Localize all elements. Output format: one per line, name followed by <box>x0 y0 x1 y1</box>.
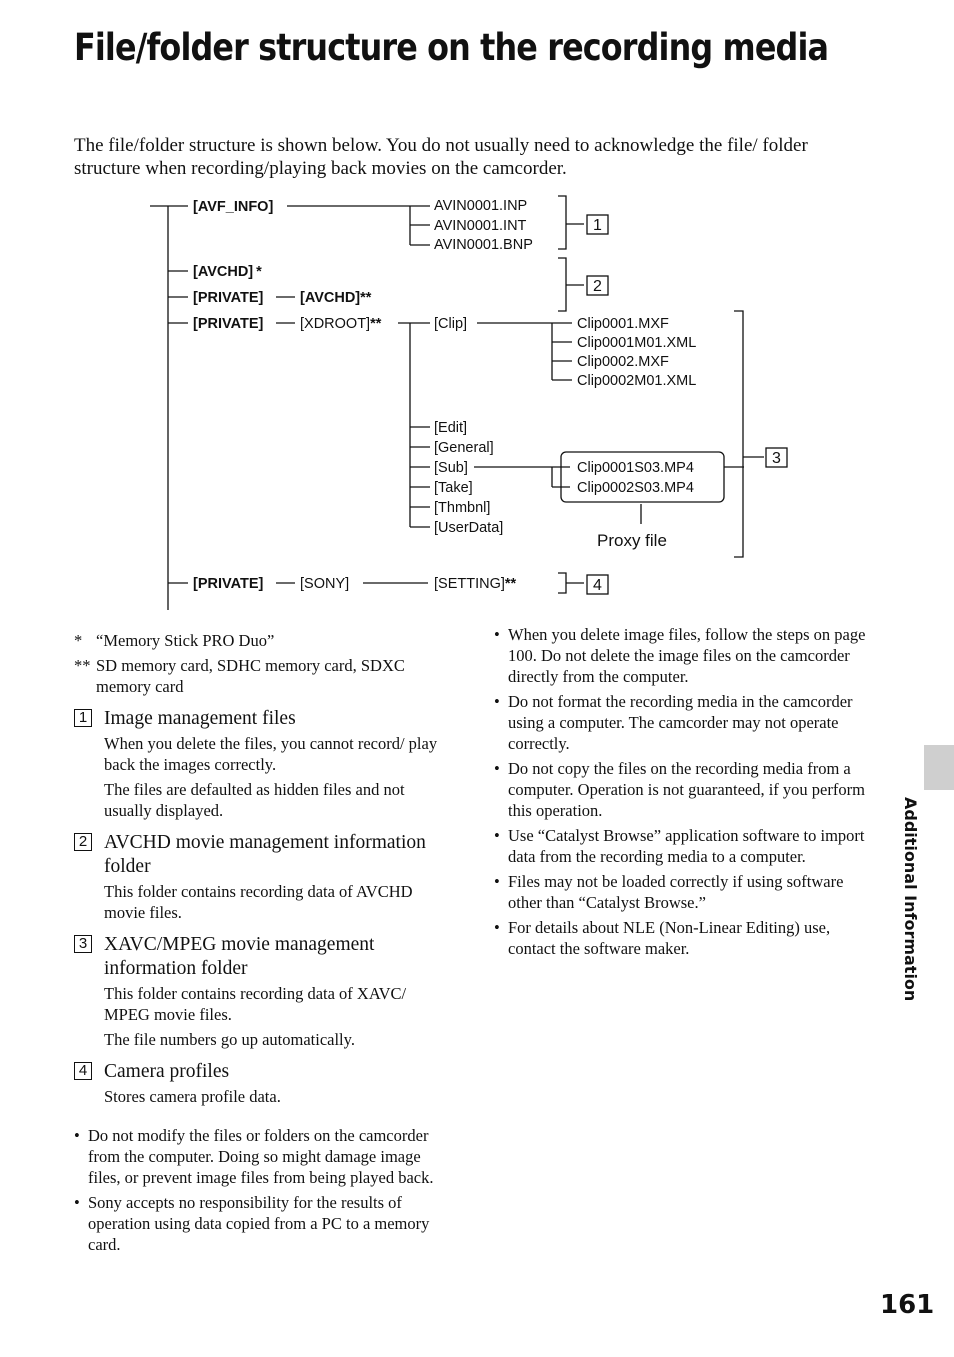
section-tab-marker <box>924 745 954 790</box>
right-column <box>494 624 866 963</box>
folder-setting: [SETTING]** <box>434 576 517 592</box>
proxy-file-label: Proxy file <box>597 531 667 550</box>
list-item: • Files may not be loaded correctly if using software other than “Catalyst Browse.” <box>494 871 866 913</box>
folder-thmbnl: [Thmbnl] <box>434 500 491 516</box>
footnote-text: SD memory card, SDHC memory card, SDXC memory card <box>96 656 405 696</box>
number-box-4: 4 <box>593 577 602 594</box>
folder-sub: [Sub] <box>434 460 468 476</box>
list-item: • Do not modify the files or folders on the camcorder from the computer. Doing so might damage image files, or prevent image files from being played back. <box>74 1125 449 1188</box>
folder-userdata: [UserData] <box>434 520 504 536</box>
list-item: • For details about NLE (Non-Linear Editing) use, contact the software maker. <box>494 917 866 959</box>
section-heading: Image management files <box>104 708 296 729</box>
file-clip: Clip0001.MXF <box>577 316 669 332</box>
section-side-label: Additional Information <box>901 797 920 1002</box>
file-proxy: Clip0002S03.MP4 <box>577 480 694 496</box>
folder-sony: [SONY] <box>300 576 350 592</box>
number-box-1: 1 <box>593 217 602 234</box>
footnote-mark: * <box>74 631 83 650</box>
folder-take: [Take] <box>434 480 473 496</box>
number-box-2: 2 <box>593 278 602 295</box>
section-image-management <box>74 707 449 821</box>
file-clip: Clip0002.MXF <box>577 354 669 370</box>
section-paragraph: When you delete the files, you cannot record/ play back the images correctly. <box>104 734 438 774</box>
left-column <box>74 630 449 1259</box>
number-box-3: 3 <box>772 450 781 467</box>
right-bullet-list <box>494 624 866 959</box>
folder-private-2: [PRIVATE] <box>193 316 264 332</box>
folder-clip: [Clip] <box>434 316 468 332</box>
page-number: 161 <box>880 1290 935 1320</box>
file-clip: Clip0002M01.XML <box>577 373 697 389</box>
section-heading: AVCHD movie management information folder <box>104 832 426 877</box>
folder-xdroot: [XDROOT]** <box>300 316 382 332</box>
number-box: 3 <box>74 935 92 953</box>
folder-avchd-sub: [AVCHD]** <box>300 290 372 306</box>
section-paragraph: Stores camera profile data. <box>104 1087 281 1106</box>
list-item: • Sony accepts no responsibility for the results of operation using data copied from a PC to a memory card. <box>74 1192 449 1255</box>
diagram-lines <box>150 196 787 610</box>
number-box: 1 <box>74 709 92 727</box>
section-camera-profiles <box>74 1060 449 1107</box>
left-bullet-list <box>74 1125 449 1255</box>
number-box: 4 <box>74 1062 92 1080</box>
file-avin-bnp: AVIN0001.BNP <box>434 237 533 253</box>
footnote <box>74 630 449 651</box>
folder-structure-diagram <box>0 0 954 620</box>
list-item: • Use “Catalyst Browse” application software to import data from the recording media to a computer. <box>494 825 866 867</box>
file-avin-inp: AVIN0001.INP <box>434 198 528 214</box>
page-title: File/folder structure on the recording media <box>74 26 829 69</box>
folder-avchd-root: [AVCHD] * <box>193 264 262 280</box>
intro-paragraph: The file/folder structure is shown below. You do not usually need to acknowledge the file/ folder structure when recording/playing back movies on the camcorder. <box>74 135 808 179</box>
footnote <box>74 655 449 697</box>
list-item: • Do not format the recording media in the camcorder using a computer. The camcorder may not operate correctly. <box>494 691 866 754</box>
section-paragraph: This folder contains recording data of XAVC/ MPEG movie files. <box>104 984 407 1024</box>
section-heading: Camera profiles <box>104 1061 230 1082</box>
section-paragraph: This folder contains recording data of AVCHD movie files. <box>104 882 413 922</box>
section-paragraph: The files are defaulted as hidden files and not usually displayed. <box>104 780 405 820</box>
section-xavc-mpeg <box>74 933 449 1050</box>
folder-private-3: [PRIVATE] <box>193 576 264 592</box>
file-proxy: Clip0001S03.MP4 <box>577 460 694 476</box>
folder-general: [General] <box>434 440 494 456</box>
footnote-text: “Memory Stick PRO Duo” <box>96 631 275 650</box>
folder-private-1: [PRIVATE] <box>193 290 264 306</box>
folder-edit: [Edit] <box>434 420 468 436</box>
folder-avf-info: [AVF_INFO] <box>193 199 274 215</box>
section-paragraph: The file numbers go up automatically. <box>104 1030 355 1049</box>
footnote-mark: ** <box>74 656 91 675</box>
number-box: 2 <box>74 833 92 851</box>
section-heading: XAVC/MPEG movie management information folder <box>104 934 375 979</box>
file-clip: Clip0001M01.XML <box>577 335 697 351</box>
section-avchd <box>74 831 449 923</box>
list-item: • When you delete image files, follow the steps on page 100. Do not delete the image files on the camcorder directly from the computer. <box>494 624 866 687</box>
list-item: • Do not copy the files on the recording media from a computer. Operation is not guaranteed, if you perform this operation. <box>494 758 866 821</box>
file-avin-int: AVIN0001.INT <box>434 218 527 234</box>
